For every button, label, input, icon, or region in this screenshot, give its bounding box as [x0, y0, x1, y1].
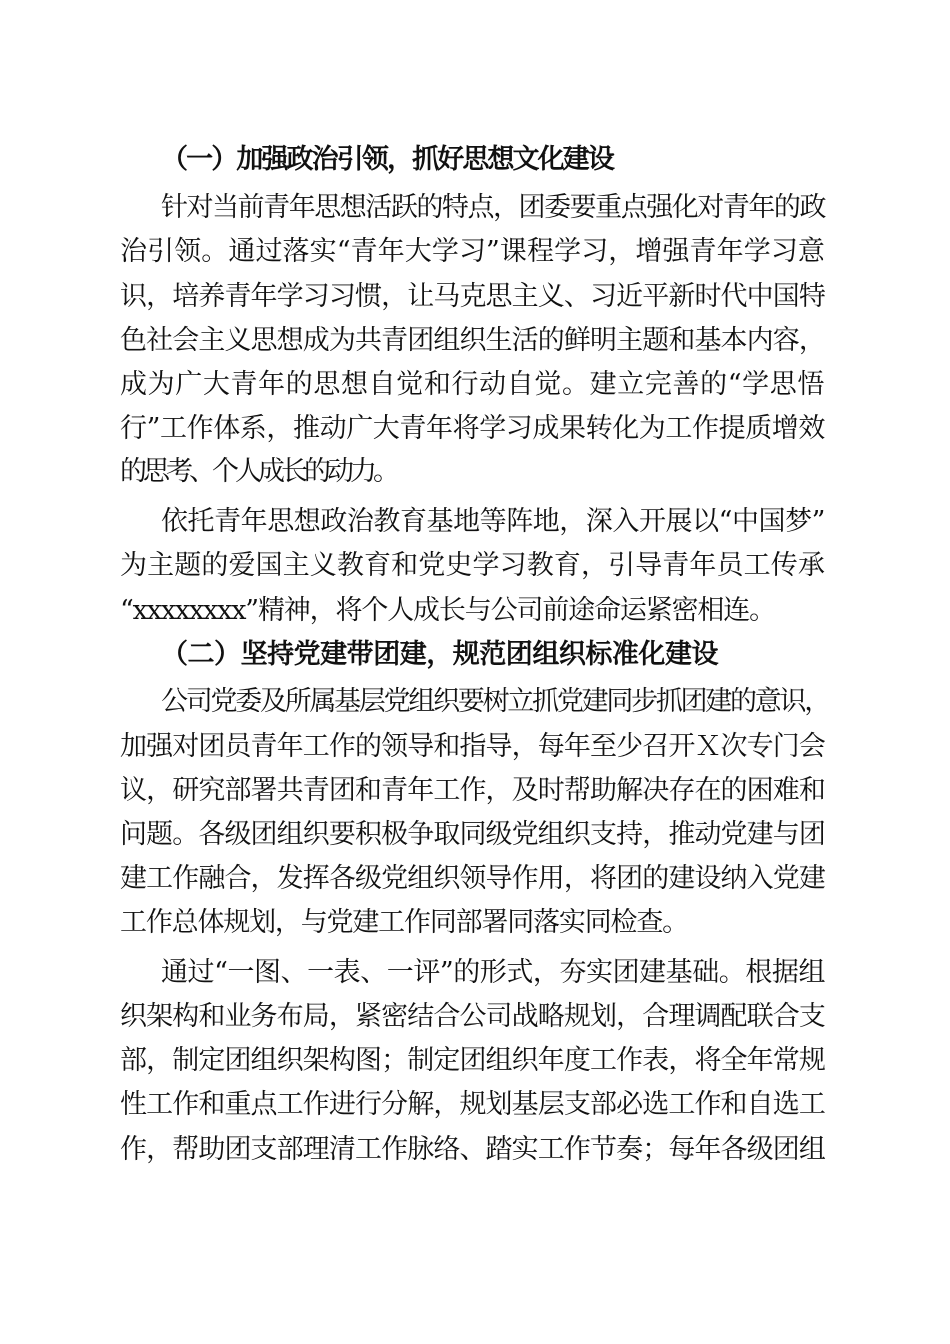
paragraph-line: 识，培养青年学习习惯，让马克思主义、习近平新时代中国特	[120, 281, 825, 312]
paragraph-line: 通过“一图、一表、一评”的形式，夯实团建基础。根据组	[161, 957, 825, 988]
paragraph-line: 色社会主义思想成为共青团组织生活的鲜明主题和基本内容，	[120, 325, 825, 356]
paragraph-line: 加强对团员青年工作的领导和指导，每年至少召开Ｘ次专门会	[120, 731, 825, 762]
paragraph-line: 建工作融合，发挥各级党组织领导作用，将团的建设纳入党建	[120, 863, 825, 894]
paragraph-line: 议，研究部署共青团和青年工作，及时帮助解决存在的困难和	[120, 775, 825, 806]
paragraph-line: 依托青年思想政治教育基地等阵地，深入开展以“中国梦”	[161, 506, 825, 537]
paragraph-line: 工作总体规划，与党建工作同部署同落实同检查。	[120, 907, 688, 938]
paragraph-line: 公司党委及所属基层党组织要树立抓党建同步抓团建的意识，	[161, 686, 829, 717]
paragraph-line: “xxxxxxxx”精神，将个人成长与公司前途命运紧密相连。	[120, 595, 775, 626]
section-1-heading: （一）加强政治引领，抓好思想文化建设	[161, 144, 613, 175]
paragraph-line: 行”工作体系，推动广大青年将学习成果转化为工作提质增效	[120, 413, 825, 444]
paragraph-line: 成为广大青年的思想自觉和行动自觉。建立完善的“学思悟	[120, 369, 825, 400]
paragraph-line: 为主题的爱国主义教育和党史学习教育，引导青年员工传承	[120, 550, 825, 581]
paragraph-line: 问题。各级团组织要积极争取同级党组织支持，推动党建与团	[120, 819, 825, 850]
paragraph-line: 治引领。通过落实“青年大学习”课程学习，增强青年学习意	[120, 236, 825, 267]
paragraph-line: 的思考、个人成长的动力。	[120, 456, 396, 487]
paragraph-line: 作，帮助团支部理清工作脉络、踏实工作节奏；每年各级团组	[120, 1134, 825, 1165]
section-2-heading: （二）坚持党建带团建，规范团组织标准化建设	[161, 639, 718, 670]
paragraph-line: 织架构和业务布局，紧密结合公司战略规划，合理调配联合支	[120, 1001, 825, 1032]
paragraph-line: 针对当前青年思想活跃的特点，团委要重点强化对青年的政	[161, 192, 825, 223]
paragraph-line: 部，制定团组织架构图；制定团组织年度工作表，将全年常规	[120, 1045, 825, 1076]
paragraph-line: 性工作和重点工作进行分解，规划基层支部必选工作和自选工	[120, 1089, 825, 1120]
